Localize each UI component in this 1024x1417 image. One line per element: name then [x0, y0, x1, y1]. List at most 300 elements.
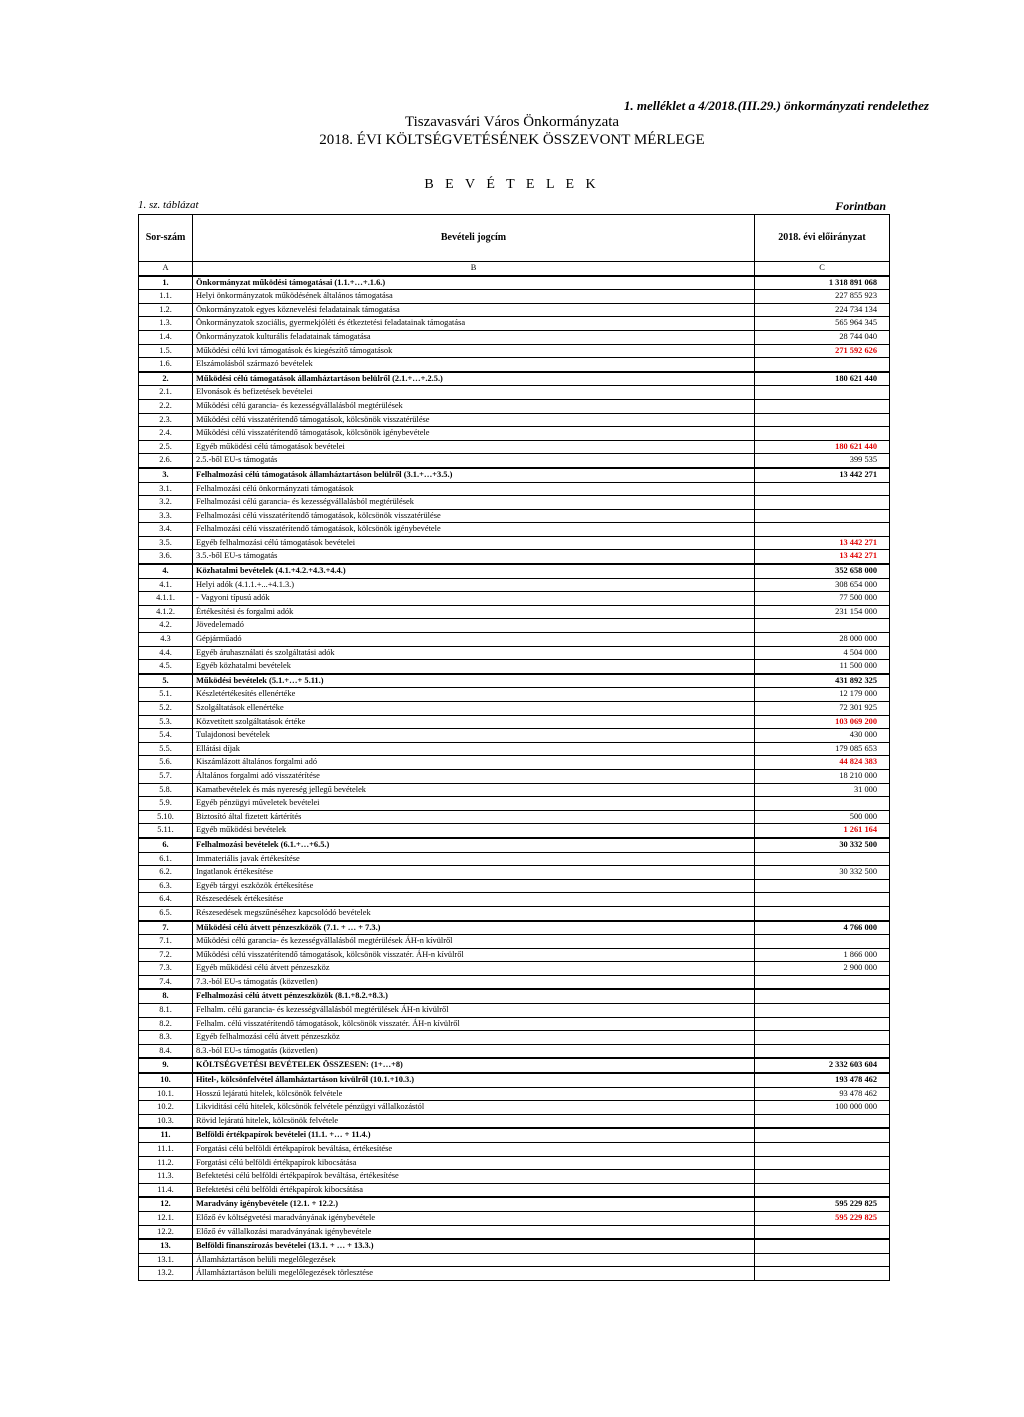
- table-row: [139, 729, 890, 743]
- row-number-cell: 8.: [139, 989, 193, 1003]
- row-number-cell: 12.1.: [139, 1211, 193, 1225]
- table-row: [139, 482, 890, 496]
- table-row: [139, 838, 890, 852]
- table-row: [139, 756, 890, 770]
- revenue-title-cell: 8.3.-ból EU-s támogatás (közvetlen): [193, 1044, 755, 1058]
- table-row: [139, 742, 890, 756]
- row-number-cell: 6.4.: [139, 893, 193, 907]
- revenue-title-cell: Önkormányzatok kulturális feladatainak támogatása: [193, 330, 755, 344]
- appropriation-cell: 271 592 626: [755, 344, 890, 358]
- table-row: [139, 536, 890, 550]
- row-number-cell: 5.4.: [139, 729, 193, 743]
- revenue-title-cell: Működési célú garancia- és kezességvállalásból megtérülések: [193, 399, 755, 413]
- table-row: [139, 550, 890, 564]
- appropriation-cell: [755, 482, 890, 496]
- row-number-cell: 6.1.: [139, 852, 193, 866]
- row-number-cell: 8.2.: [139, 1017, 193, 1031]
- revenue-title-cell: 3.5.-ből EU-s támogatás: [193, 550, 755, 564]
- row-number-cell: 11.3.: [139, 1170, 193, 1184]
- table-row: [139, 948, 890, 962]
- currency-unit: Forintban: [835, 199, 886, 213]
- appropriation-cell: [755, 619, 890, 633]
- revenue-title-cell: Önkormányzatok egyes köznevelési feladatainak támogatása: [193, 303, 755, 317]
- appropriation-cell: 11 500 000: [755, 660, 890, 674]
- row-number-cell: 5.: [139, 674, 193, 688]
- table-row: [139, 646, 890, 660]
- table-row: [139, 921, 890, 935]
- appropriation-cell: [755, 1225, 890, 1239]
- revenue-title-cell: Kamatbevételek és más nyereség jellegű bevételek: [193, 783, 755, 797]
- revenue-title-cell: Ingatlanok értékesítése: [193, 866, 755, 880]
- row-number-cell: 2.6.: [139, 454, 193, 468]
- revenue-title-cell: KÖLTSÉGVETÉSI BEVÉTELEK ÖSSZESEN: (1+…+8): [193, 1058, 755, 1073]
- organization-name: Tiszavasvári Város Önkormányzata: [404, 114, 620, 130]
- revenue-title-cell: Egyéb pénzügyi műveletek bevételei: [193, 797, 755, 811]
- appropriation-cell: 28 744 040: [755, 330, 890, 344]
- row-number-cell: 3.5.: [139, 536, 193, 550]
- revenue-title-cell: Közhatalmi bevételek (4.1.+4.2.+4.3.+4.4.): [193, 564, 755, 578]
- revenue-title-cell: Elvonások és befizetések bevételei: [193, 386, 755, 400]
- appropriation-cell: 352 658 000: [755, 564, 890, 578]
- revenue-title-cell: Államháztartáson belüli megelőlegezések törlesztése: [193, 1267, 755, 1281]
- revenue-title-cell: 7.3.-ból EU-s támogatás (közvetlen): [193, 975, 755, 989]
- table-row: [139, 962, 890, 976]
- table-row: [139, 935, 890, 949]
- table-row: [139, 769, 890, 783]
- table-row: [139, 1031, 890, 1045]
- header-appropriation: 2018. évi előirányzat: [755, 215, 890, 262]
- row-number-cell: 13.2.: [139, 1267, 193, 1281]
- appropriation-cell: [755, 797, 890, 811]
- revenue-title-cell: Hosszú lejáratú hitelek, kölcsönök felvétele: [193, 1087, 755, 1101]
- appropriation-cell: [755, 935, 890, 949]
- table-row: [139, 413, 890, 427]
- table-row: [139, 468, 890, 482]
- table-row: [139, 454, 890, 468]
- revenue-title-cell: Egyéb működési célú átvett pénzeszköz: [193, 962, 755, 976]
- revenue-title-cell: Helyi önkormányzatok működésének általános támogatása: [193, 290, 755, 304]
- table-row: [139, 372, 890, 386]
- appropriation-cell: 500 000: [755, 810, 890, 824]
- revenue-title-cell: Részesedések értékesítése: [193, 893, 755, 907]
- revenue-title-cell: Működési célú támogatások államháztartáson belülről (2.1.+…+.2.5.): [193, 372, 755, 386]
- revenue-title-cell: Jövedelemadó: [193, 619, 755, 633]
- row-number-cell: 1.6.: [139, 358, 193, 372]
- table-row: [139, 633, 890, 647]
- revenue-title-cell: Belföldi értékpapírok bevételei (11.1. +… + 11.4.): [193, 1128, 755, 1142]
- revenue-title-cell: Önkormányzat működési támogatásai (1.1.+…+.1.6.): [193, 276, 755, 290]
- row-number-cell: 3.: [139, 468, 193, 482]
- revenue-title-cell: Felhalmozási célú visszatérítendő támogatások, kölcsönök igénybevétele: [193, 523, 755, 537]
- appropriation-cell: 100 000 000: [755, 1101, 890, 1115]
- appropriation-cell: 1 261 164: [755, 824, 890, 838]
- table-row: [139, 893, 890, 907]
- row-number-cell: 3.4.: [139, 523, 193, 537]
- column-letter: C: [755, 262, 890, 276]
- appropriation-cell: [755, 1128, 890, 1142]
- row-number-cell: 1.5.: [139, 344, 193, 358]
- appropriation-cell: 1 866 000: [755, 948, 890, 962]
- table-row: [139, 1225, 890, 1239]
- appropriation-cell: 227 855 923: [755, 290, 890, 304]
- appropriation-cell: 77 500 000: [755, 592, 890, 606]
- revenue-title-cell: Kiszámlázott általános forgalmi adó: [193, 756, 755, 770]
- revenue-title-cell: Egyéb tárgyi eszközök értékesítése: [193, 879, 755, 893]
- row-number-cell: 5.1.: [139, 688, 193, 702]
- row-number-cell: 13.1.: [139, 1253, 193, 1267]
- table-row: [139, 1170, 890, 1184]
- revenue-title-cell: Egyéb működési bevételek: [193, 824, 755, 838]
- appropriation-cell: 180 621 440: [755, 440, 890, 454]
- column-letter: A: [139, 262, 193, 276]
- table-row: [139, 523, 890, 537]
- revenue-title-cell: Egyéb közhatalmi bevételek: [193, 660, 755, 674]
- appropriation-cell: 13 442 271: [755, 550, 890, 564]
- appropriation-cell: 193 478 462: [755, 1073, 890, 1087]
- column-letter: B: [193, 262, 755, 276]
- column-letter-row: [139, 262, 890, 276]
- section-title: B E V É T E L E K: [424, 177, 600, 192]
- appropriation-cell: 13 442 271: [755, 468, 890, 482]
- appropriation-cell: [755, 496, 890, 510]
- row-number-cell: 3.3.: [139, 509, 193, 523]
- revenue-title-cell: Belföldi finanszírozás bevételei (13.1. + … + 13.3.): [193, 1239, 755, 1253]
- appropriation-cell: [755, 879, 890, 893]
- table-row: [139, 783, 890, 797]
- revenue-title-cell: Működési bevételek (5.1.+…+ 5.11.): [193, 674, 755, 688]
- revenue-title-cell: Forgatási célú belföldi értékpapírok beváltása, értékesítése: [193, 1143, 755, 1157]
- revenue-title-cell: Elszámolásból származó bevételek: [193, 358, 755, 372]
- revenue-title-cell: Felhalm. célú garancia- és kezességvállalásból megtérülések ÁH-n kívülről: [193, 1004, 755, 1018]
- row-number-cell: 1.3.: [139, 317, 193, 331]
- appropriation-cell: 30 332 500: [755, 866, 890, 880]
- table-row: [139, 1267, 890, 1281]
- row-number-cell: 3.6.: [139, 550, 193, 564]
- revenue-title-cell: Készletértékesítés ellenértéke: [193, 688, 755, 702]
- row-number-cell: 4.3: [139, 633, 193, 647]
- table-row: [139, 866, 890, 880]
- revenue-title-cell: Hitel-, kölcsönfelvétel államháztartáson kívülről (10.1.+10.3.): [193, 1073, 755, 1087]
- appropriation-cell: [755, 1031, 890, 1045]
- row-number-cell: 2.5.: [139, 440, 193, 454]
- revenue-title-cell: Forgatási célú belföldi értékpapírok kibocsátása: [193, 1156, 755, 1170]
- appropriation-cell: [755, 399, 890, 413]
- row-number-cell: 10.3.: [139, 1114, 193, 1128]
- row-number-cell: 5.8.: [139, 783, 193, 797]
- revenue-title-cell: Részesedések megszűnéséhez kapcsolódó bevételek: [193, 906, 755, 920]
- row-number-cell: 10.1.: [139, 1087, 193, 1101]
- appropriation-cell: [755, 386, 890, 400]
- revenue-title-cell: Államháztartáson belüli megelőlegezések: [193, 1253, 755, 1267]
- revenue-title-cell: Közvetített szolgáltatások értéke: [193, 715, 755, 729]
- row-number-cell: 6.: [139, 838, 193, 852]
- revenue-title-cell: Gépjárműadó: [193, 633, 755, 647]
- revenue-title-cell: Egyéb felhalmozási célú támogatások bevételei: [193, 536, 755, 550]
- table-row: [139, 317, 890, 331]
- document-title: 2018. ÉVI KÖLTSÉGVETÉSÉNEK ÖSSZEVONT MÉRLEGE: [319, 132, 705, 148]
- revenue-title-cell: Működési célú visszatérítendő támogatások, kölcsönök igénybevétele: [193, 427, 755, 441]
- row-number-cell: 4.2.: [139, 619, 193, 633]
- table-row: [139, 1073, 890, 1087]
- appropriation-cell: 31 000: [755, 783, 890, 797]
- appropriation-cell: 2 900 000: [755, 962, 890, 976]
- appropriation-cell: 4 504 000: [755, 646, 890, 660]
- table-row: [139, 578, 890, 592]
- row-number-cell: 4.1.: [139, 578, 193, 592]
- appropriation-cell: [755, 1044, 890, 1058]
- revenue-title-cell: Felhalmozási célú önkormányzati támogatások: [193, 482, 755, 496]
- table-row: [139, 715, 890, 729]
- table-row: [139, 1143, 890, 1157]
- appropriation-cell: [755, 1253, 890, 1267]
- row-number-cell: 2.2.: [139, 399, 193, 413]
- appropriation-cell: [755, 1183, 890, 1197]
- appropriation-cell: [755, 427, 890, 441]
- appropriation-cell: 2 332 603 604: [755, 1058, 890, 1073]
- row-number-cell: 11.4.: [139, 1183, 193, 1197]
- appropriation-cell: 595 229 825: [755, 1211, 890, 1225]
- appropriation-cell: 399 535: [755, 454, 890, 468]
- table-row: [139, 386, 890, 400]
- appropriation-cell: 28 000 000: [755, 633, 890, 647]
- row-number-cell: 2.: [139, 372, 193, 386]
- row-number-cell: 3.2.: [139, 496, 193, 510]
- revenue-title-cell: Működési célú visszatérítendő támogatások, kölcsönök visszatér. ÁH-n kívülről: [193, 948, 755, 962]
- table-row: [139, 1253, 890, 1267]
- revenue-title-cell: Önkormányzatok szociális, gyermekjóléti és étkeztetési feladatainak támogatása: [193, 317, 755, 331]
- table-row: [139, 824, 890, 838]
- appropriation-cell: 1 318 891 068: [755, 276, 890, 290]
- row-number-cell: 2.4.: [139, 427, 193, 441]
- appropriation-cell: 103 069 200: [755, 715, 890, 729]
- row-number-cell: 5.3.: [139, 715, 193, 729]
- appropriation-cell: [755, 358, 890, 372]
- table-row: [139, 330, 890, 344]
- row-number-cell: 4.5.: [139, 660, 193, 674]
- row-number-cell: 6.3.: [139, 879, 193, 893]
- row-number-cell: 8.1.: [139, 1004, 193, 1018]
- table-row: [139, 344, 890, 358]
- revenue-title-cell: Felhalmozási célú garancia- és kezességvállalásból megtérülések: [193, 496, 755, 510]
- appropriation-cell: 595 229 825: [755, 1197, 890, 1211]
- table-header-row: [139, 215, 890, 262]
- row-number-cell: 10.: [139, 1073, 193, 1087]
- row-number-cell: 7.1.: [139, 935, 193, 949]
- table-row: [139, 303, 890, 317]
- table-row: [139, 592, 890, 606]
- table-row: [139, 440, 890, 454]
- table-row: [139, 1101, 890, 1115]
- revenue-title-cell: Felhalmozási célú átvett pénzeszközök (8.1.+8.2.+8.3.): [193, 989, 755, 1003]
- row-number-cell: 13.: [139, 1239, 193, 1253]
- row-number-cell: 5.6.: [139, 756, 193, 770]
- appropriation-cell: 179 085 653: [755, 742, 890, 756]
- table-row: [139, 906, 890, 920]
- table-row: [139, 1017, 890, 1031]
- revenue-title-cell: Befektetési célú belföldi értékpapírok kibocsátása: [193, 1183, 755, 1197]
- table-number: 1. sz. táblázat: [138, 199, 199, 211]
- revenue-title-cell: Előző év költségvetési maradványának igénybevétele: [193, 1211, 755, 1225]
- row-number-cell: 1.2.: [139, 303, 193, 317]
- appropriation-cell: [755, 975, 890, 989]
- header-row-number: Sor-szám: [139, 215, 193, 262]
- appropriation-cell: 565 964 345: [755, 317, 890, 331]
- row-number-cell: 6.2.: [139, 866, 193, 880]
- appropriation-cell: [755, 1170, 890, 1184]
- appropriation-cell: [755, 509, 890, 523]
- row-number-cell: 12.2.: [139, 1225, 193, 1239]
- table-row: [139, 1087, 890, 1101]
- revenue-title-cell: Értékesítési és forgalmi adók: [193, 605, 755, 619]
- appropriation-cell: 224 734 134: [755, 303, 890, 317]
- appropriation-cell: 431 892 325: [755, 674, 890, 688]
- row-number-cell: 9.: [139, 1058, 193, 1073]
- table-row: [139, 660, 890, 674]
- row-number-cell: 1.4.: [139, 330, 193, 344]
- table-row: [139, 797, 890, 811]
- revenue-title-cell: Rövid lejáratú hitelek, kölcsönök felvétele: [193, 1114, 755, 1128]
- table-row: [139, 619, 890, 633]
- row-number-cell: 7.2.: [139, 948, 193, 962]
- appropriation-cell: [755, 1239, 890, 1253]
- appropriation-cell: [755, 1114, 890, 1128]
- appropriation-cell: 12 179 000: [755, 688, 890, 702]
- appropriation-cell: 30 332 500: [755, 838, 890, 852]
- table-row: [139, 879, 890, 893]
- revenue-title-cell: Immateriális javak értékesítése: [193, 852, 755, 866]
- table-row: [139, 1114, 890, 1128]
- appropriation-cell: 18 210 000: [755, 769, 890, 783]
- row-number-cell: 4.: [139, 564, 193, 578]
- row-number-cell: 11.1.: [139, 1143, 193, 1157]
- row-number-cell: 1.1.: [139, 290, 193, 304]
- appropriation-cell: [755, 1017, 890, 1031]
- table-row: [139, 688, 890, 702]
- row-number-cell: 8.4.: [139, 1044, 193, 1058]
- table-row: [139, 1128, 890, 1142]
- table-row: [139, 564, 890, 578]
- row-number-cell: 6.5.: [139, 906, 193, 920]
- table-row: [139, 810, 890, 824]
- revenue-title-cell: Tulajdonosi bevételek: [193, 729, 755, 743]
- row-number-cell: 4.1.1.: [139, 592, 193, 606]
- appropriation-cell: [755, 1156, 890, 1170]
- appropriation-cell: [755, 893, 890, 907]
- row-number-cell: 5.11.: [139, 824, 193, 838]
- revenue-title-cell: Egyéb felhalmozási célú átvett pénzeszköz: [193, 1031, 755, 1045]
- appropriation-cell: 180 621 440: [755, 372, 890, 386]
- row-number-cell: 11.2.: [139, 1156, 193, 1170]
- revenue-title-cell: Szolgáltatások ellenértéke: [193, 702, 755, 716]
- table-row: [139, 1197, 890, 1211]
- row-number-cell: 1.: [139, 276, 193, 290]
- row-number-cell: 5.5.: [139, 742, 193, 756]
- table-row: [139, 605, 890, 619]
- row-number-cell: 3.1.: [139, 482, 193, 496]
- revenue-title-cell: Maradvány igénybevétele (12.1. + 12.2.): [193, 1197, 755, 1211]
- table-row: [139, 427, 890, 441]
- row-number-cell: 2.1.: [139, 386, 193, 400]
- revenue-title-cell: Ellátási díjak: [193, 742, 755, 756]
- appropriation-cell: [755, 1004, 890, 1018]
- table-row: [139, 1156, 890, 1170]
- row-number-cell: 8.3.: [139, 1031, 193, 1045]
- appropriation-cell: 72 301 925: [755, 702, 890, 716]
- table-row: [139, 1183, 890, 1197]
- row-number-cell: 4.1.2.: [139, 605, 193, 619]
- revenue-title-cell: Működési célú garancia- és kezességvállalásból megtérülések ÁH-n kívülről: [193, 935, 755, 949]
- revenue-title-cell: Felhalmozási célú támogatások államháztartáson belülről (3.1.+…+3.5.): [193, 468, 755, 482]
- revenue-title-cell: 2.5.-ből EU-s támogatás: [193, 454, 755, 468]
- revenue-title-cell: Működési célú visszatérítendő támogatások, kölcsönök visszatérülése: [193, 413, 755, 427]
- appropriation-cell: [755, 523, 890, 537]
- table-row: [139, 1004, 890, 1018]
- revenue-title-cell: Felhalmozási bevételek (6.1.+…+6.5.): [193, 838, 755, 852]
- table-row: [139, 975, 890, 989]
- appropriation-cell: [755, 852, 890, 866]
- decree-reference: 1. melléklet a 4/2018.(III.29.) önkormányzati rendelethez: [623, 98, 929, 113]
- appropriation-cell: [755, 413, 890, 427]
- row-number-cell: 4.4.: [139, 646, 193, 660]
- table-row: [139, 290, 890, 304]
- row-number-cell: 5.9.: [139, 797, 193, 811]
- appropriation-cell: 308 654 000: [755, 578, 890, 592]
- row-number-cell: 12.: [139, 1197, 193, 1211]
- revenue-title-cell: Felhalmozási célú visszatérítendő támogatások, kölcsönök visszatérülése: [193, 509, 755, 523]
- revenue-title-cell: Biztosító által fizetett kártérítés: [193, 810, 755, 824]
- table-row: [139, 496, 890, 510]
- appropriation-cell: 93 478 462: [755, 1087, 890, 1101]
- table-row: [139, 358, 890, 372]
- revenue-title-cell: Általános forgalmi adó visszatérítése: [193, 769, 755, 783]
- appropriation-cell: [755, 906, 890, 920]
- appropriation-cell: 231 154 000: [755, 605, 890, 619]
- table-row: [139, 1211, 890, 1225]
- appropriation-cell: [755, 1143, 890, 1157]
- revenue-title-cell: Előző év vállalkozási maradványának igénybevétele: [193, 1225, 755, 1239]
- appropriation-cell: 13 442 271: [755, 536, 890, 550]
- table-row: [139, 852, 890, 866]
- appropriation-cell: 4 766 000: [755, 921, 890, 935]
- revenue-title-cell: Működési célú kvi támogatások és kiegészítő támogatások: [193, 344, 755, 358]
- revenue-title-cell: Likviditási célú hitelek, kölcsönök felvétele pénzügyi vállalkozástól: [193, 1101, 755, 1115]
- row-number-cell: 7.: [139, 921, 193, 935]
- revenue-title-cell: Felhalm. célú visszatérítendő támogatások, kölcsönök visszatér. ÁH-n kívülről: [193, 1017, 755, 1031]
- table-row: [139, 509, 890, 523]
- table-row: [139, 702, 890, 716]
- row-number-cell: 11.: [139, 1128, 193, 1142]
- table-row: [139, 399, 890, 413]
- row-number-cell: 7.3.: [139, 962, 193, 976]
- table-row: [139, 1058, 890, 1073]
- table-body: [139, 276, 890, 1281]
- appropriation-cell: 44 824 383: [755, 756, 890, 770]
- row-number-cell: 10.2.: [139, 1101, 193, 1115]
- table-row: [139, 1239, 890, 1253]
- row-number-cell: 2.3.: [139, 413, 193, 427]
- revenue-title-cell: Működési célú átvett pénzeszközök (7.1. + … + 7.3.): [193, 921, 755, 935]
- appropriation-cell: [755, 1267, 890, 1281]
- row-number-cell: 7.4.: [139, 975, 193, 989]
- revenue-table: [138, 214, 890, 1281]
- table-row: [139, 1044, 890, 1058]
- revenue-title-cell: Helyi adók (4.1.1.+...+4.1.3.): [193, 578, 755, 592]
- table-row: [139, 674, 890, 688]
- revenue-title-cell: Egyéb áruhasználati és szolgáltatási adók: [193, 646, 755, 660]
- row-number-cell: 5.7.: [139, 769, 193, 783]
- appropriation-cell: [755, 989, 890, 1003]
- revenue-title-cell: - Vagyoni típusú adók: [193, 592, 755, 606]
